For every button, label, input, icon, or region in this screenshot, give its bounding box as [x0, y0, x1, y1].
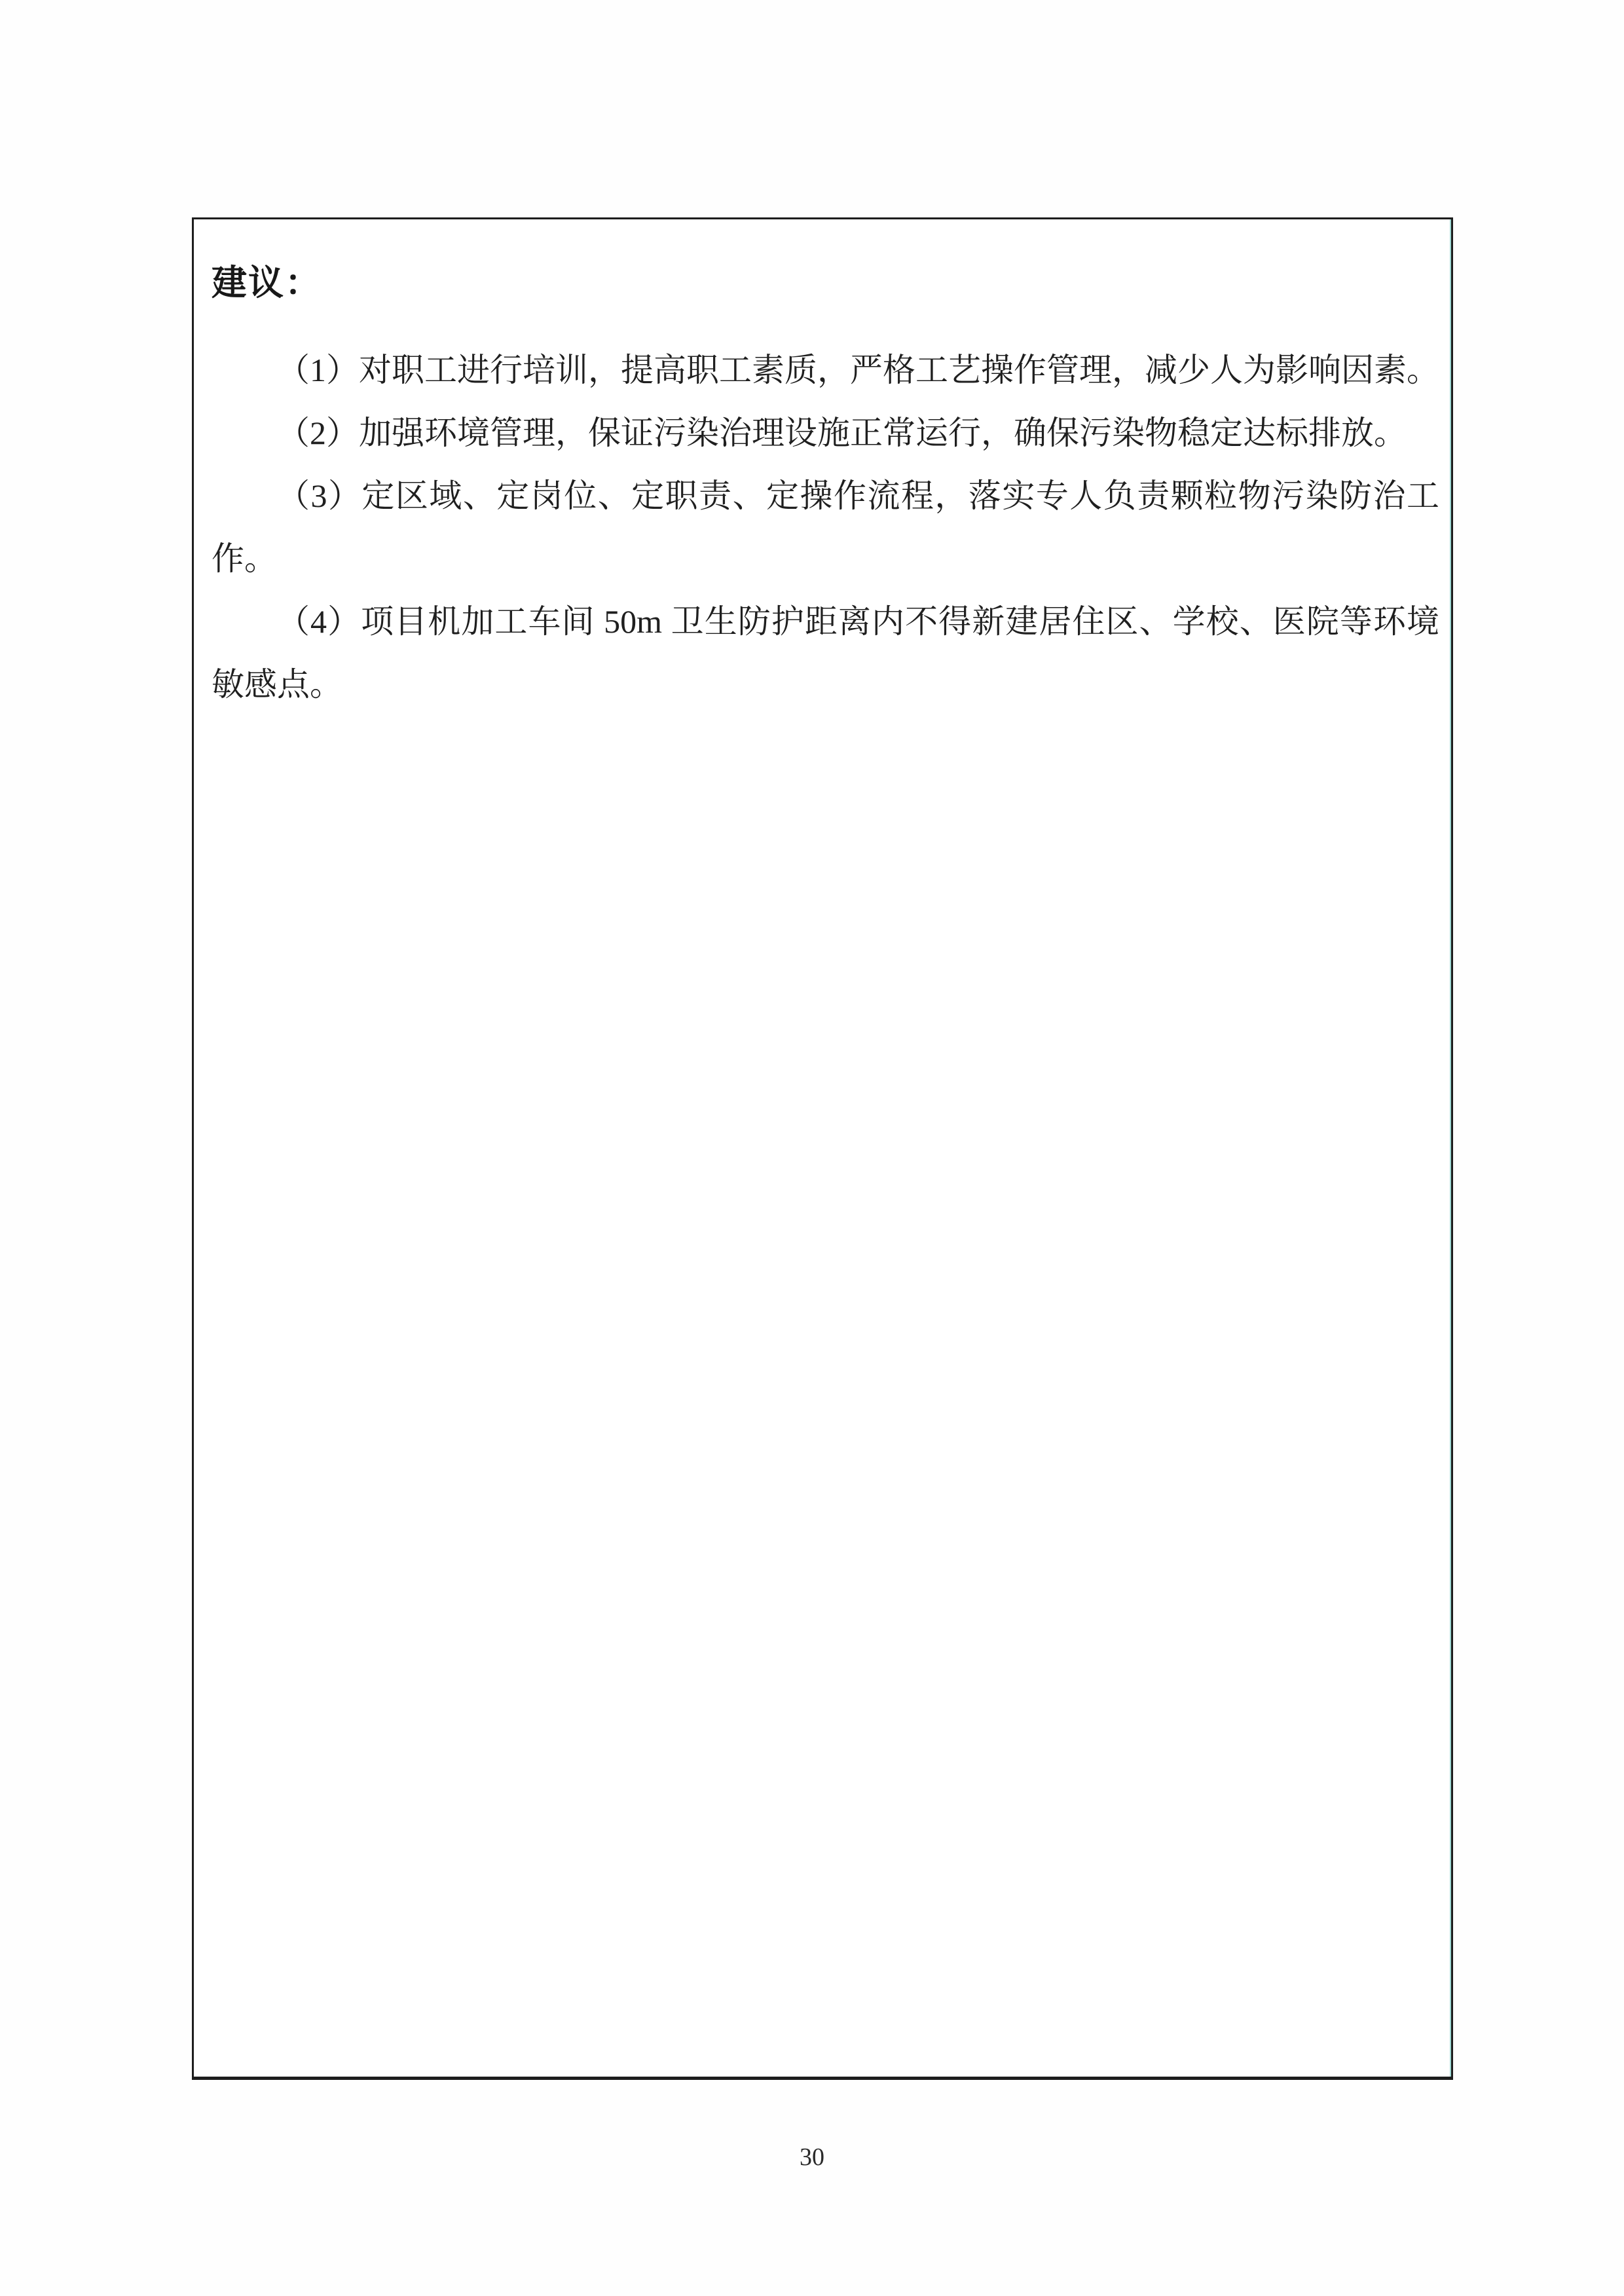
- suggestions-list: [212, 339, 1439, 716]
- suggestion-item-4: （4）项目机加工车间 50m 卫生防护距离内不得新建居住区、学校、医院等环境敏感点。: [212, 603, 1439, 703]
- suggestions-box-content: [194, 219, 1451, 716]
- suggestions-title: 建议：: [212, 263, 322, 303]
- page-number: 30: [800, 2143, 824, 2171]
- suggestion-item-2: （2）加强环境管理，保证污染治理设施正常运行，确保污染物稳定达标排放。: [277, 415, 1407, 452]
- suggestion-item-1: （1）对职工进行培训，提高职工素质，严格工艺操作管理，减少人为影响因素。: [277, 352, 1439, 389]
- suggestions-box: [192, 217, 1453, 2080]
- suggestion-item-3: （3）定区域、定岗位、定职责、定操作流程，落实专人负责颗粒物污染防治工作。: [212, 477, 1439, 578]
